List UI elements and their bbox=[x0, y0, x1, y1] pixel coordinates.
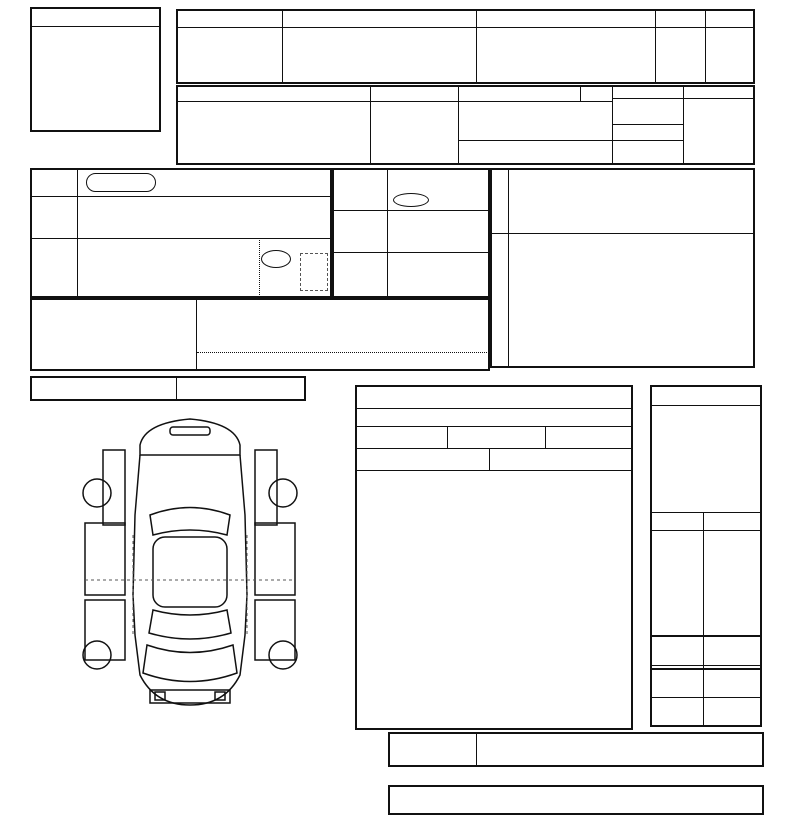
bottom-table-edge bbox=[388, 785, 764, 815]
repair-table bbox=[30, 298, 490, 371]
spec-table bbox=[332, 168, 490, 298]
panel-circle bbox=[393, 193, 429, 207]
own-use-circle bbox=[86, 173, 156, 192]
recycle-table bbox=[30, 376, 306, 401]
history-table bbox=[30, 168, 332, 298]
accessory-table bbox=[650, 635, 762, 727]
score-table bbox=[650, 385, 762, 670]
type-table bbox=[176, 85, 755, 165]
chassis-table bbox=[388, 732, 764, 767]
equipment-table bbox=[490, 168, 755, 368]
mile-box bbox=[300, 253, 328, 291]
car-diagram bbox=[55, 405, 355, 735]
km-circle bbox=[261, 250, 291, 268]
vehicle-table bbox=[176, 9, 755, 84]
inspector-table bbox=[355, 385, 633, 730]
